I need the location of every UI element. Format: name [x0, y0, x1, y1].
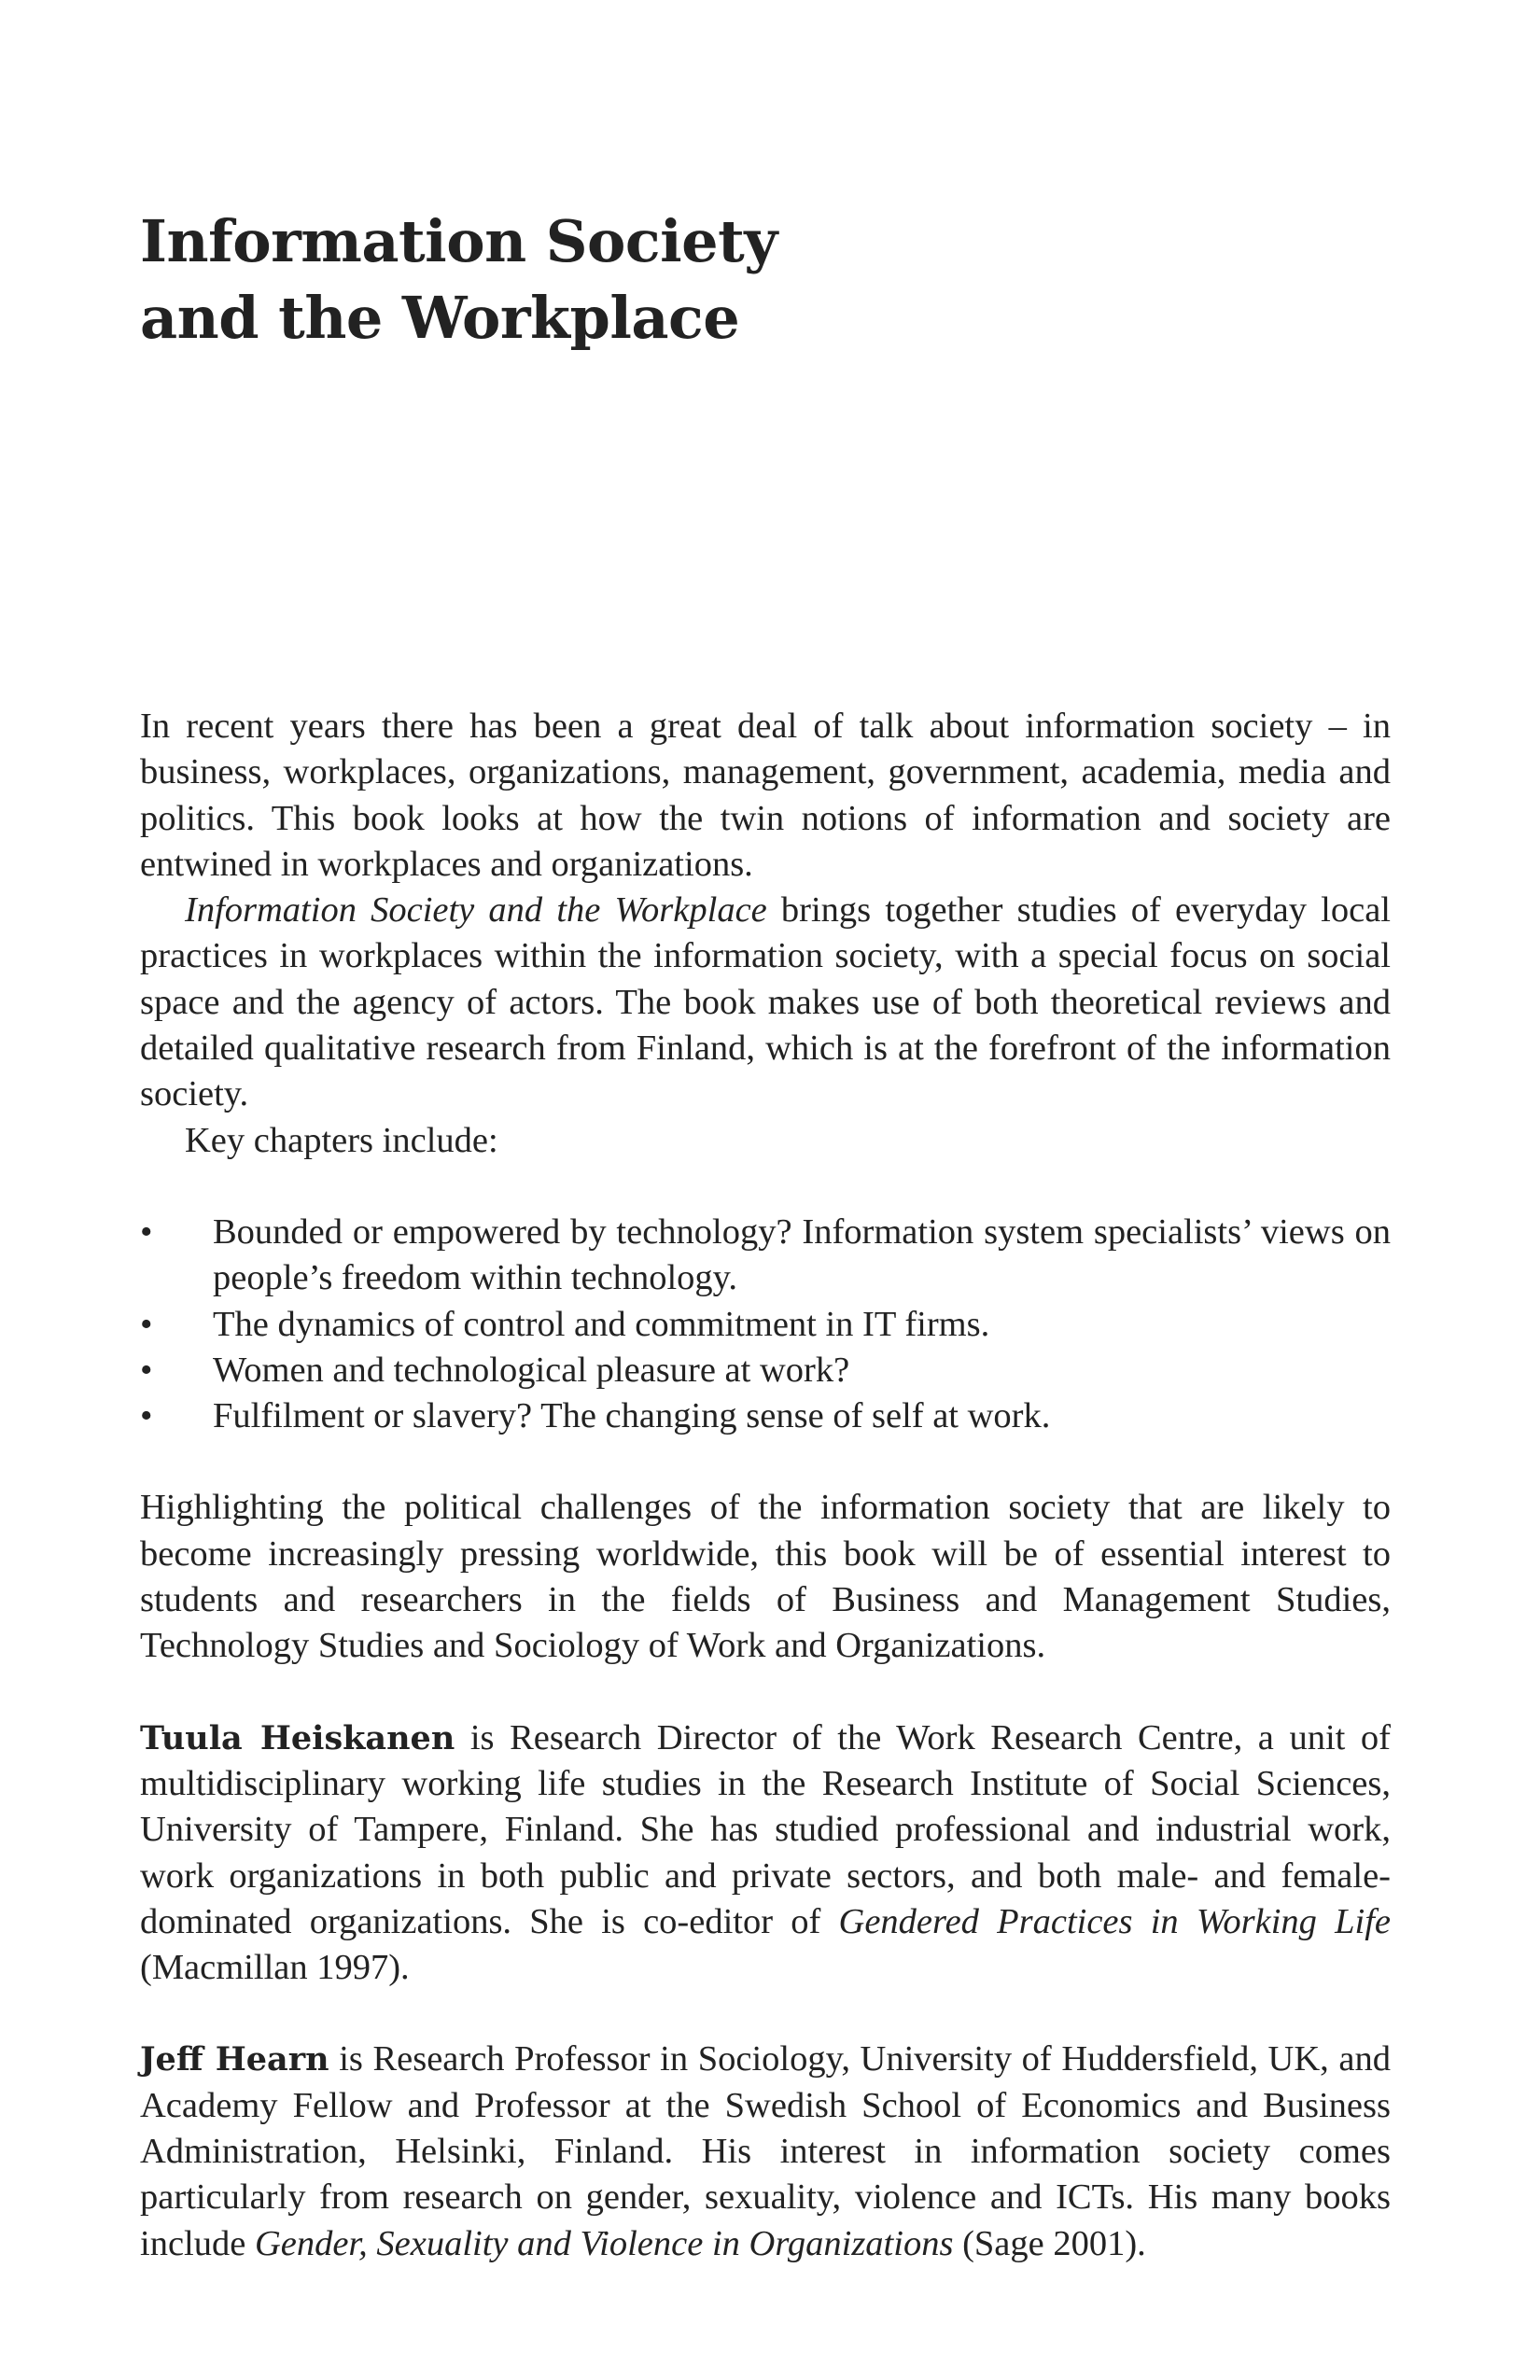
- author-bio-text-end: (Sage 2001).: [953, 2223, 1146, 2263]
- book-title-line-1: Information Society: [140, 207, 777, 275]
- intro-paragraph-2: [140, 888, 1391, 1117]
- bullet-icon: •: [140, 1211, 153, 1252]
- chapter-list-item: [140, 1210, 1391, 1302]
- chapter-list-item: [140, 1393, 1391, 1439]
- book-title-italic: Information Society and the Workplace: [185, 890, 767, 931]
- chapter-text: The dynamics of control and commitment in IT firms.: [213, 1304, 990, 1344]
- key-chapters-list: [140, 1210, 1391, 1439]
- author-book-title: Gender, Sexuality and Violence in Organizations: [254, 2223, 954, 2263]
- key-chapters-label: Key chapters include:: [185, 1120, 498, 1160]
- summary-paragraph: Highlighting the political challenges of the information society that are likely to become increasingly pressing worldwide, this book will be of essential interest to students and researchers in the fields of Business and Management Studies, Technology Studies and Sociology of Work and Organizations.: [140, 1488, 1391, 1666]
- bullet-icon: •: [140, 1350, 153, 1390]
- author-book-title: Gendered Practices in Working Life: [838, 1901, 1391, 1941]
- author-bio-hearn: [140, 2037, 1391, 2266]
- author-bio-text: is Research Professor in Sociology, University of Huddersfield, UK, and Academy Fellow and Professor at the Swedish School of Economics and Business Administration, Helsinki, Finland. His interest in information society comes particularly from research on gender, sexuality, violence and ICTs. His many books include: [140, 2039, 1391, 2263]
- chapter-text: Fulfilment or slavery? The changing sense of self at work.: [213, 1396, 1051, 1436]
- book-title-line-2: and the Workplace: [140, 284, 740, 352]
- chapter-text: Bounded or empowered by technology? Information system specialists’ views on people’s freedom within technology.: [213, 1211, 1391, 1298]
- intro-paragraph-1: In recent years there has been a great deal of talk about information society – in business, workplaces, organizations, management, government, academia, media and politics. This book looks at how the twin notions of information and society are entwined in workplaces and organizations.: [140, 707, 1391, 884]
- author-name: Jeff Hearn: [140, 2040, 329, 2079]
- book-title: [140, 203, 777, 357]
- chapter-list-item: [140, 1302, 1391, 1348]
- author-bio-text-end: (Macmillan 1997).: [140, 1948, 410, 1988]
- intro-paragraph-2-text: brings together studies of everyday local practices in workplaces within the information society, with a special focus on social space and the agency of actors. The book makes use of both theoretical reviews and detailed qualitative research from Finland, which is at the forefront of the information society.: [140, 890, 1391, 1114]
- author-bio-text: is Research Director of the Work Research Centre, a unit of multidisciplinary working life studies in the Research Institute of Social Sciences, University of Tampere, Finland. She has studied professional and industrial work, work organizations in both public and private sectors, and both male- and female-dominated organizations. She is co-editor of: [140, 1717, 1391, 1941]
- author-bio-heiskanen: [140, 1715, 1391, 1992]
- chapter-list-item: [140, 1348, 1391, 1393]
- book-description: [140, 704, 1391, 2267]
- bullet-icon: •: [140, 1396, 153, 1436]
- chapter-text: Women and technological pleasure at work?: [213, 1350, 850, 1390]
- author-name: Tuula Heiskanen: [140, 1718, 455, 1757]
- bullet-icon: •: [140, 1304, 153, 1344]
